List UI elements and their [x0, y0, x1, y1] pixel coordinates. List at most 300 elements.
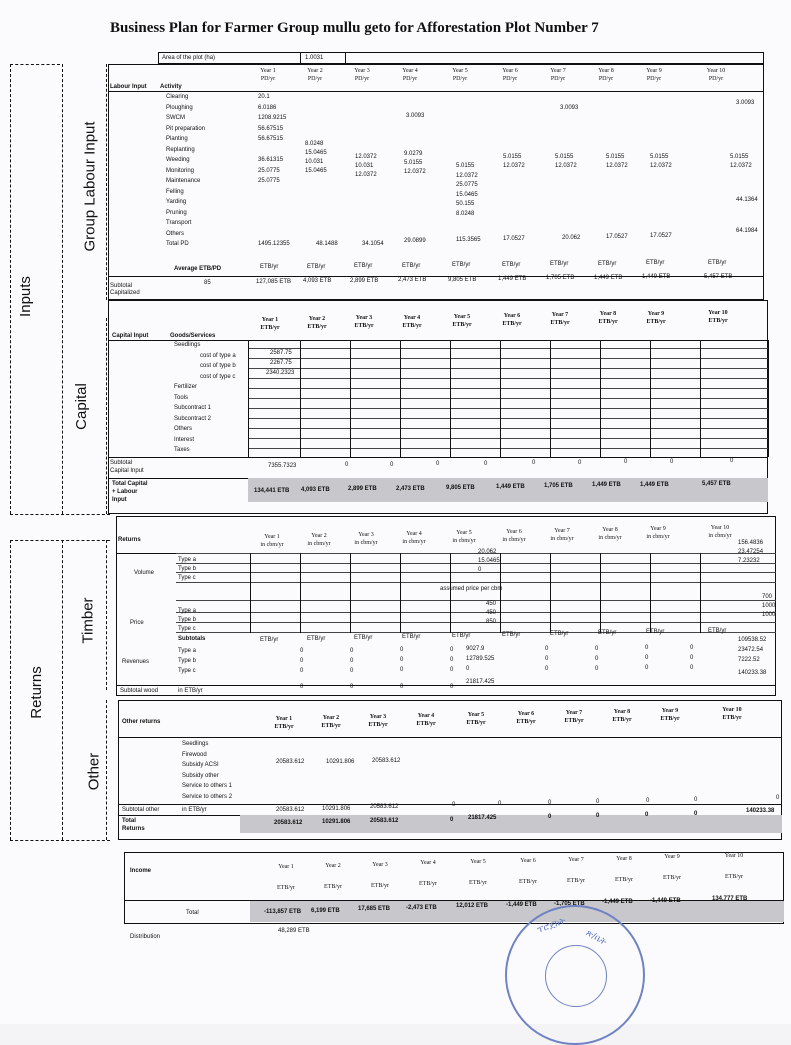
labour-year-unit: PD/yr	[646, 76, 662, 82]
labour-y1-cell: 1208.9215	[258, 115, 287, 121]
labour-subtotal-value: 4,093 ETB	[303, 278, 332, 285]
capital-subtotal-zero: 0	[730, 458, 734, 464]
labour-y1-cell: 36.61315	[258, 157, 284, 163]
activity-label: Total PD	[166, 241, 189, 247]
timber-y10-revenue: 109538.52	[738, 637, 767, 643]
capital-year-unit: ETB/yr	[708, 317, 728, 324]
labour-y2-cell: 15.0465	[305, 150, 327, 156]
labour-y10-cell: 5.0155	[730, 154, 749, 160]
income-year-unit: ETB/yr	[725, 874, 743, 881]
other-returns-header: Other returns	[122, 719, 161, 725]
capital-item-label: cost of type a	[200, 352, 236, 359]
timber-label: Timber	[79, 597, 97, 644]
activity-label: Replanting	[166, 146, 195, 153]
timber-subtotal-zero: 0	[300, 684, 304, 690]
activity-label: Others	[166, 230, 185, 237]
total-returns-value: 21817.425	[468, 815, 497, 821]
labour-y3-total: 34.1054	[362, 241, 384, 247]
area-label: Area of the plot (ha)	[162, 55, 216, 61]
capital-year-header: Year 2	[308, 316, 326, 323]
activity-label: Yarding	[166, 199, 187, 205]
timber-revenue-zero: 0	[595, 645, 599, 652]
capital-item-label: Subcontract 2	[174, 415, 212, 422]
timber-year-unit: in cbm/yr	[402, 539, 426, 545]
labour-etb-unit: ETB/yr	[708, 259, 727, 266]
timber-year-header: Year 1	[264, 534, 280, 540]
total-returns-value: 0	[694, 811, 698, 817]
labour-year-unit: PD/yr	[452, 76, 468, 82]
capital-subtotal-label: Subtotal	[110, 460, 133, 466]
timber-year-unit: in cbm/yr	[260, 542, 284, 548]
timber-revenue-zero: 0	[400, 667, 404, 673]
income-year-unit: ETB/yr	[371, 882, 389, 889]
labour-y8-total: 17.0527	[606, 234, 628, 240]
average-etb-pd-label: Average ETB/PD	[174, 266, 222, 272]
cost-type-c: 2340.2323	[266, 370, 295, 376]
timber-subtotal-zero: 0	[400, 684, 404, 690]
labour-y1-total: 1495.12355	[258, 241, 290, 247]
labour-y9-cell: 12.0372	[650, 163, 672, 169]
capital-subtotal-zero: 0	[436, 461, 440, 467]
timber-revenue-zero: 0	[450, 656, 454, 663]
capital-subtotal-zero: 0	[624, 459, 628, 465]
labour-y10-total: 64.1984	[736, 228, 758, 234]
labour-etb-unit: ETB/yr	[402, 262, 421, 269]
group-labour-input-label: Group Labour Input	[81, 121, 99, 252]
income-year-header: Year 6	[520, 858, 536, 864]
labour-year-unit: PD/yr	[598, 76, 614, 82]
total-returns-value: 0	[645, 812, 649, 818]
timber-revenue-zero: 0	[645, 665, 649, 671]
subtotals-label: Subtotals	[178, 636, 206, 642]
timber-year-header: Year 9	[650, 526, 666, 532]
labour-year-unit: PD/yr	[354, 76, 370, 82]
other-subtotal-value: 10291.806	[322, 806, 351, 812]
income-total-value: -1,449 ETB	[650, 897, 681, 904]
labour-table	[108, 64, 764, 300]
timber-year-header: Year 5	[456, 530, 472, 536]
capital-item-label: Fertilizer	[174, 384, 198, 390]
timber-subtotal-unit: ETB/yr	[307, 636, 326, 642]
goods-services-header: Goods/Services	[170, 333, 216, 339]
capital-subtotal-zero: 0	[390, 461, 394, 468]
capital-subtotal-zero: 0	[532, 460, 536, 466]
volume-type-c: Type c	[178, 575, 196, 581]
labour-y1-cell: 56.67515	[258, 125, 284, 132]
timber-revenue-zero: 0	[350, 657, 354, 664]
other-subtotal-value: 0	[596, 799, 600, 805]
timber-y5-volume: 15.0465	[478, 558, 500, 564]
other-year-unit: ETB/yr	[660, 716, 680, 722]
other-label: Other	[85, 752, 103, 791]
volume-label: Volume	[134, 570, 155, 576]
total-capital-labour-value: 2,899 ETB	[348, 486, 377, 493]
timber-y5-subtotal: 21817.425	[466, 679, 495, 685]
timber-year-header: Year 7	[554, 528, 570, 534]
timber-y5-price: 450	[486, 601, 497, 607]
other-return-item: Firewood	[182, 751, 207, 758]
labour-etb-unit: ETB/yr	[307, 263, 326, 270]
other-year-unit: ETB/yr	[321, 723, 341, 729]
total-capital-labour-value: 5,457 ETB	[702, 480, 731, 487]
timber-year-unit: in cbm/yr	[502, 537, 526, 543]
activity-label: Felling	[166, 188, 184, 195]
labour-y1-cell: 6.0186	[258, 104, 277, 111]
labour-y5-cell: 25.0775	[456, 182, 478, 189]
capital-year-header: Year 10	[708, 309, 728, 316]
other-year-unit: ETB/yr	[612, 717, 632, 723]
capital-label: Capital	[72, 383, 90, 430]
income-year-unit: ETB/yr	[519, 879, 537, 885]
capital-year-unit: ETB/yr	[260, 325, 280, 331]
capital-year-header: Year 5	[453, 313, 471, 320]
timber-subtotal-unit: ETB/yr	[598, 630, 617, 636]
other-subtotal-value: 20583.612	[276, 807, 305, 813]
income-total-value: 17,685 ETB	[358, 906, 391, 913]
total-capital-labour-value: 1,705 ETB	[544, 483, 573, 490]
capital-year-header: Year 3	[355, 315, 373, 322]
timber-revenue-zero: 0	[450, 646, 454, 653]
capital-item-label: Subcontract 1	[174, 405, 212, 411]
other-subtotal-value: 20583.612	[370, 804, 399, 810]
cost-type-a: 2587.75	[270, 350, 292, 356]
other-year-header: Year 4	[417, 713, 435, 719]
labour-year-header: Year 4	[402, 68, 418, 74]
activity-label: Maintenance	[166, 178, 201, 184]
other-subtotal-value: 0	[776, 795, 780, 801]
income-year-unit: ETB/yr	[567, 877, 585, 884]
labour-subtotal-label: Subtotal	[110, 283, 133, 289]
capital-year-header: Year 6	[503, 313, 521, 319]
timber-y10-price: 700	[762, 594, 773, 600]
volume-type-a: Type a	[178, 557, 197, 563]
other-subtotal-value: 0	[548, 800, 552, 806]
labour-y7-swcm: 3.0093	[560, 105, 579, 111]
income-total-value: -2,473 ETB	[406, 904, 437, 911]
activity-label: SWCM	[166, 115, 185, 121]
timber-y10-price: 1000	[762, 612, 776, 618]
capital-item-label: Others	[174, 426, 193, 432]
labour-y4-cell: 5.0155	[404, 160, 423, 166]
activity-label: Planting	[166, 136, 188, 142]
other-year-header: Year 3	[369, 714, 387, 720]
labour-year-header: Year 9	[646, 68, 662, 74]
labour-y1-cell: 56.67515	[258, 136, 284, 142]
subtotal-wood-label: Subtotal wood	[120, 688, 159, 694]
revenue-type-a: Type a	[178, 648, 197, 654]
other-year-header: Year 5	[467, 712, 485, 718]
income-year-header: Year 10	[724, 853, 744, 860]
other-return-item: Subsidy ACSI	[182, 762, 219, 768]
timber-y10-revenue: 7222.52	[738, 657, 760, 663]
capital-year-unit: ETB/yr	[354, 323, 374, 330]
labour-subtotal-value: 9,805 ETB	[448, 276, 477, 283]
capital-subtotal-zero: 0	[670, 458, 674, 465]
labour-capitalized-label: Capitalized	[110, 290, 140, 296]
timber-revenue-zero: 0	[300, 668, 304, 674]
total-returns-value: 140233.38	[746, 808, 775, 814]
capital-input-subtotal-label: Capital Input	[110, 468, 144, 474]
total-capital-label: Total Capital	[112, 481, 148, 487]
timber-revenue-zero: 0	[545, 666, 549, 672]
timber-revenue-zero: 0	[645, 655, 649, 661]
distribution-value: 48,289 ETB	[278, 928, 310, 934]
activity-label: Transport	[166, 220, 192, 226]
capital-year-unit: ETB/yr	[502, 321, 522, 327]
other-year-header: Year 9	[661, 708, 679, 714]
labour-input-header: Labour Input	[110, 84, 147, 90]
labour-year-header: Year 8	[598, 68, 614, 74]
timber-revenue-zero: 0	[545, 656, 549, 662]
labour-y8-cell: 12.0372	[606, 163, 628, 169]
total-capital-labour-value: 2,473 ETB	[396, 485, 425, 492]
other-year-unit: ETB/yr	[516, 719, 536, 725]
income-total-value: -1,705 ETB	[554, 900, 585, 907]
total-returns-value: 20583.612	[274, 820, 303, 826]
capital-item-label: Seedlings	[174, 342, 201, 348]
timber-y10-volume: 23.47254	[738, 549, 764, 555]
capital-subtotal-zero: 0	[578, 459, 582, 466]
other-subtotal-value: 0	[452, 802, 456, 808]
timber-year-header: Year 8	[602, 527, 618, 533]
labour-y2-cell: 10.031	[305, 159, 324, 165]
labour-etb-unit: ETB/yr	[646, 260, 665, 266]
timber-y10-volume: 156.4836	[738, 540, 764, 546]
capital-year-header: Year 1	[261, 317, 279, 323]
price-label: Price	[130, 620, 144, 626]
other-year-unit: ETB/yr	[416, 721, 436, 727]
labour-y1-cell: 25.0775	[258, 167, 280, 174]
income-year-unit: ETB/yr	[615, 876, 633, 883]
capital-year-header: Year 4	[403, 314, 421, 321]
income-year-header: Year 4	[420, 860, 436, 867]
other-year-header: Year 1	[275, 716, 293, 722]
labour-subtotal-value: 1,705 ETB	[546, 275, 575, 282]
income-year-header: Year 9	[664, 854, 680, 861]
capital-year-header: Year 9	[647, 310, 665, 317]
labour-y8-cell: 5.0155	[606, 154, 625, 160]
price-type-c: Type c	[178, 626, 196, 632]
other-subtotal-value: 0	[498, 801, 502, 807]
income-year-header: Year 8	[616, 855, 632, 862]
labour-year-unit: PD/yr	[260, 76, 276, 82]
income-total-value: -1,449 ETB	[602, 899, 633, 906]
other-year-header: Year 10	[722, 707, 742, 713]
activity-label: Pruning	[166, 209, 187, 216]
timber-year-header: Year 10	[710, 525, 730, 531]
other-year-unit: ETB/yr	[722, 715, 742, 721]
labour-year-unit: PD/yr	[402, 76, 418, 82]
other-year-header: Year 8	[613, 709, 631, 715]
timber-y5-revenue: 9027.9	[466, 646, 485, 652]
timber-subtotal-zero: 0	[450, 684, 454, 690]
timber-year-unit: in cbm/yr	[307, 541, 331, 547]
timber-revenue-zero: 0	[690, 664, 694, 671]
timber-revenue-zero: 0	[350, 647, 354, 654]
total-returns-value: 10291.806	[322, 819, 351, 825]
labour-y4-cell: 12.0372	[404, 169, 426, 175]
revenue-type-c: Type c	[178, 668, 196, 674]
labour-y9-total: 17.0527	[650, 233, 672, 239]
income-year-header: Year 3	[372, 861, 388, 868]
timber-revenue-zero: 0	[595, 655, 599, 662]
labour-year-unit: PD/yr	[708, 76, 724, 82]
timber-year-header: Year 6	[506, 529, 522, 535]
cost-type-b: 2267.75	[270, 360, 292, 366]
labour-y5-cell: 8.0248	[456, 211, 475, 217]
other-year-header: Year 7	[565, 710, 583, 716]
capital-year-header: Year 7	[551, 312, 569, 319]
timber-y5-price: 450	[486, 610, 497, 616]
income-header: Income	[130, 868, 152, 874]
timber-year-unit: in cbm/yr	[550, 536, 574, 542]
capital-item-label: cost of type c	[200, 373, 236, 380]
income-total-value: -1,449 ETB	[506, 902, 537, 908]
labour-y4-cell: 9.0279	[404, 151, 423, 157]
labour-y5-cell: 5.0155	[456, 163, 475, 169]
labour-y9-cell: 5.0155	[650, 154, 669, 160]
activity-header: Activity	[160, 84, 182, 90]
timber-year-unit: in cbm/yr	[452, 538, 476, 544]
income-total-value: 12,012 ETB	[456, 903, 489, 910]
timber-year-unit: in cbm/yr	[598, 535, 622, 541]
timber-subtotal-unit: ETB/yr	[502, 632, 521, 638]
labour-y7-cell: 12.0372	[555, 163, 577, 169]
labour-y6-cell: 12.0372	[503, 163, 525, 169]
timber-revenue-zero: 0	[300, 658, 304, 664]
distribution-label: Distribution	[130, 934, 161, 940]
capital-year-header: Year 8	[599, 311, 617, 318]
labour-subtotal-value: 2,473 ETB	[398, 277, 427, 284]
labour-y5-cell: 12.0372	[456, 172, 478, 179]
total-labour-label: + Labour	[112, 489, 138, 495]
income-year-unit: ETB/yr	[419, 881, 437, 888]
total-returns-value: 20583.612	[370, 818, 399, 824]
other-year-unit: ETB/yr	[466, 720, 486, 726]
income-year-unit: ETB/yr	[324, 883, 342, 890]
labour-y2-total: 48.1488	[316, 241, 338, 247]
labour-year-header: Year 1	[260, 68, 276, 74]
labour-year-unit: PD/yr	[550, 76, 566, 82]
capital-subtotal-y1: 7355.7323	[268, 463, 297, 469]
labour-subtotal-value: 127,085 ETB	[256, 279, 292, 285]
returns-header: Returns	[118, 537, 141, 543]
activity-label: Clearing	[166, 94, 189, 100]
timber-revenue-zero: 0	[400, 657, 404, 663]
total-returns-value: 0	[548, 814, 552, 820]
total-returns-value: 0	[596, 813, 600, 819]
subtotal-other-label: Subtotal other	[122, 807, 160, 813]
timber-subtotal-unit: ETB/yr	[402, 634, 421, 640]
total-returns-value: 0	[450, 817, 454, 823]
volume-type-b: Type b	[178, 566, 197, 572]
inputs-label: Inputs	[16, 276, 34, 317]
timber-y5-revenue: 0	[466, 666, 470, 672]
total-capital-labour-value: 1,449 ETB	[592, 482, 621, 489]
income-total-value: -113,857 ETB	[264, 909, 302, 915]
labour-y3-cell: 12.0372	[355, 154, 377, 160]
labour-y5-cell: 15.0465	[456, 191, 478, 198]
total-capital-labour-value: 9,805 ETB	[446, 484, 475, 491]
subtotal-wood-unit: in ETB/yr	[178, 688, 203, 694]
labour-year-header: Year 2	[307, 68, 323, 74]
labour-y5-total: 115.3565	[456, 237, 481, 243]
price-type-b: Type b	[178, 617, 197, 623]
activity-label: Pit preparation	[166, 125, 206, 132]
labour-y4-total: 29.0899	[404, 238, 426, 244]
other-year-unit: ETB/yr	[564, 718, 584, 724]
revenues-label: Revenues	[122, 659, 150, 665]
timber-y5-revenue: 12789.525	[466, 656, 495, 662]
timber-y5-volume: 20.062	[478, 549, 497, 555]
labour-year-unit: PD/yr	[307, 76, 323, 82]
labour-y2-cell: 8.0248	[305, 141, 324, 147]
labour-year-header: Year 7	[550, 68, 566, 74]
labour-y7-cell: 5.0155	[555, 154, 574, 160]
activity-label: Weeding	[166, 157, 190, 163]
income-year-header: Year 5	[470, 859, 486, 866]
timber-revenue-zero: 0	[450, 666, 454, 673]
total-capital-labour-value: 134,441 ETB	[254, 488, 290, 494]
capital-subtotal-zero: 0	[484, 460, 488, 467]
average-etb-pd-value: 85	[204, 280, 211, 286]
labour-subtotal-value: 1,449 ETB	[594, 274, 623, 281]
timber-revenue-zero: 0	[690, 654, 694, 661]
timber-subtotal-unit: ETB/yr	[550, 631, 569, 637]
timber-year-header: Year 2	[311, 533, 327, 539]
timber-y10-subtotal: 140233.38	[738, 670, 767, 676]
labour-etb-unit: ETB/yr	[550, 261, 569, 267]
income-year-header: Year 7	[568, 856, 584, 863]
labour-subtotal-value: 1,449 ETB	[498, 276, 527, 282]
total-capital-labour-value: 4,093 ETB	[301, 487, 330, 494]
timber-subtotal-unit: ETB/yr	[708, 628, 727, 634]
labour-y2-cell: 15.0465	[305, 168, 327, 174]
labour-y1-cell: 20.1	[258, 94, 270, 100]
labour-etb-unit: ETB/yr	[502, 261, 521, 268]
labour-y1-cell: 25.0775	[258, 178, 280, 184]
timber-y10-price: 1000	[762, 603, 776, 609]
labour-etb-unit: ETB/yr	[452, 262, 471, 268]
income-total-value: 134,777 ETB	[712, 896, 748, 903]
timber-y5-price: 850	[486, 619, 497, 625]
total-input-label: Input	[112, 497, 127, 503]
other-return-item: Service to others 1	[182, 783, 233, 789]
capital-item-label: Tools	[174, 394, 189, 401]
total-returns-label: Total	[122, 818, 136, 824]
capital-year-unit: ETB/yr	[646, 318, 666, 325]
returns-label: Returns	[27, 666, 45, 719]
timber-revenue-zero: 0	[545, 646, 549, 652]
income-year-header: Year 1	[278, 864, 294, 870]
timber-year-unit: in cbm/yr	[646, 534, 670, 540]
capital-input-header: Capital Input	[112, 333, 149, 339]
income-year-header: Year 2	[325, 862, 341, 869]
timber-y5-volume: 0	[478, 567, 482, 573]
timber-revenue-zero: 0	[400, 647, 404, 653]
labour-subtotal-value: 2,899 ETB	[350, 277, 379, 284]
activity-label: Ploughing	[166, 104, 193, 111]
capital-year-unit: ETB/yr	[307, 324, 327, 331]
timber-y10-revenue: 23472.54	[738, 647, 764, 653]
labour-y3-cell: 12.0372	[355, 172, 377, 178]
subsidy-y2: 10291.806	[326, 759, 355, 765]
income-total-value: 6,199 ETB	[311, 907, 340, 914]
timber-y10-volume: 7.23232	[738, 558, 760, 564]
total-capital-labour-value: 1,449 ETB	[496, 484, 525, 490]
labour-year-header: Year 5	[452, 68, 468, 74]
capital-subtotal-zero: 0	[345, 462, 349, 468]
